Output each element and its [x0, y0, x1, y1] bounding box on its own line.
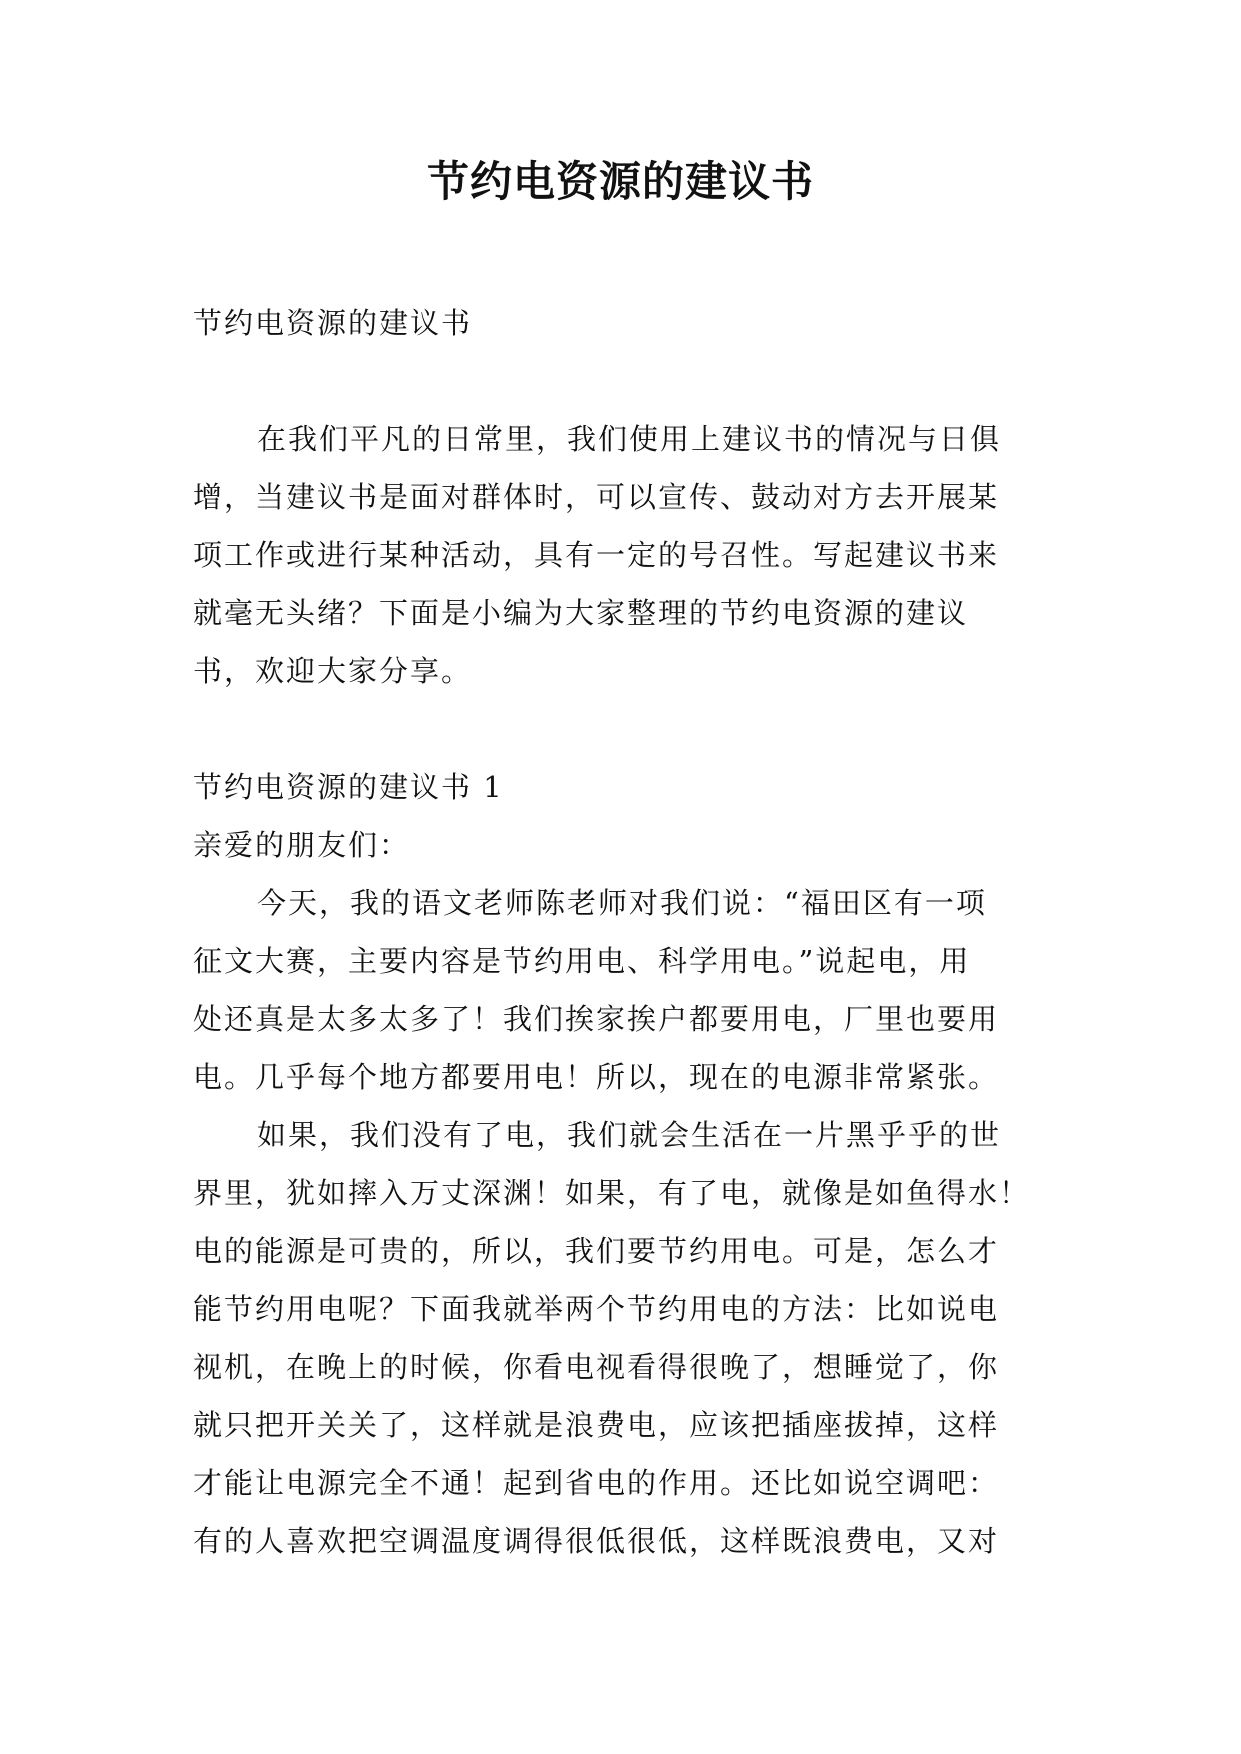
greeting: 亲爱的朋友们： [193, 828, 411, 862]
body-paragraph-1 [193, 874, 1055, 1106]
body-paragraph-2 [193, 1106, 1055, 1570]
text-line: 能节约用电呢？下面我就举两个节约用电的方法：比如说电 [193, 1292, 1000, 1326]
text-line: 增，当建议书是面对群体时，可以宣传、鼓动对方去开展某 [193, 480, 1000, 514]
text-line: 征文大赛，主要内容是节约用电、科学用电。”说起电，用 [193, 944, 971, 978]
text-line: 电。几乎每个地方都要用电！所以，现在的电源非常紧张。 [193, 1060, 1000, 1094]
document-body [193, 294, 1055, 1570]
text-line: 今天，我的语文老师陈老师对我们说：“福田区有一项 [257, 886, 987, 920]
text-line: 就毫无头绪？下面是小编为大家整理的节约电资源的建议 [193, 596, 969, 630]
text-line: 如果，我们没有了电，我们就会生活在一片黑乎乎的世 [257, 1118, 1002, 1152]
text-line: 就只把开关关了，这样就是浪费电，应该把插座拔掉，这样 [193, 1408, 1000, 1442]
text-line: 界里，犹如摔入万丈深渊！如果，有了电，就像是如鱼得水！ [193, 1176, 1031, 1210]
text-line: 处还真是太多太多了！我们挨家挨户都要用电，厂里也要用 [193, 1002, 1000, 1036]
text-line: 才能让电源完全不通！起到省电的作用。还比如说空调吧： [193, 1466, 1000, 1500]
text-line: 视机，在晚上的时候，你看电视看得很晚了，想睡觉了，你 [193, 1350, 1000, 1384]
text-line: 有的人喜欢把空调温度调得很低很低，这样既浪费电，又对 [193, 1524, 1000, 1558]
intro-paragraph [193, 410, 1055, 700]
text-line: 在我们平凡的日常里，我们使用上建议书的情况与日俱 [257, 422, 1002, 456]
document-title: 节约电资源的建议书 [426, 157, 814, 206]
text-line: 电的能源是可贵的，所以，我们要节约用电。可是，怎么才 [193, 1234, 1000, 1268]
paragraph-gap [193, 352, 1055, 410]
text-line: 项工作或进行某种活动，具有一定的号召性。写起建议书来 [193, 538, 1000, 572]
document-subtitle: 节约电资源的建议书 [193, 306, 473, 340]
section-heading: 节约电资源的建议书 1 [193, 770, 504, 804]
paragraph-gap [193, 700, 1055, 758]
text-line: 书，欢迎大家分享。 [193, 654, 473, 688]
